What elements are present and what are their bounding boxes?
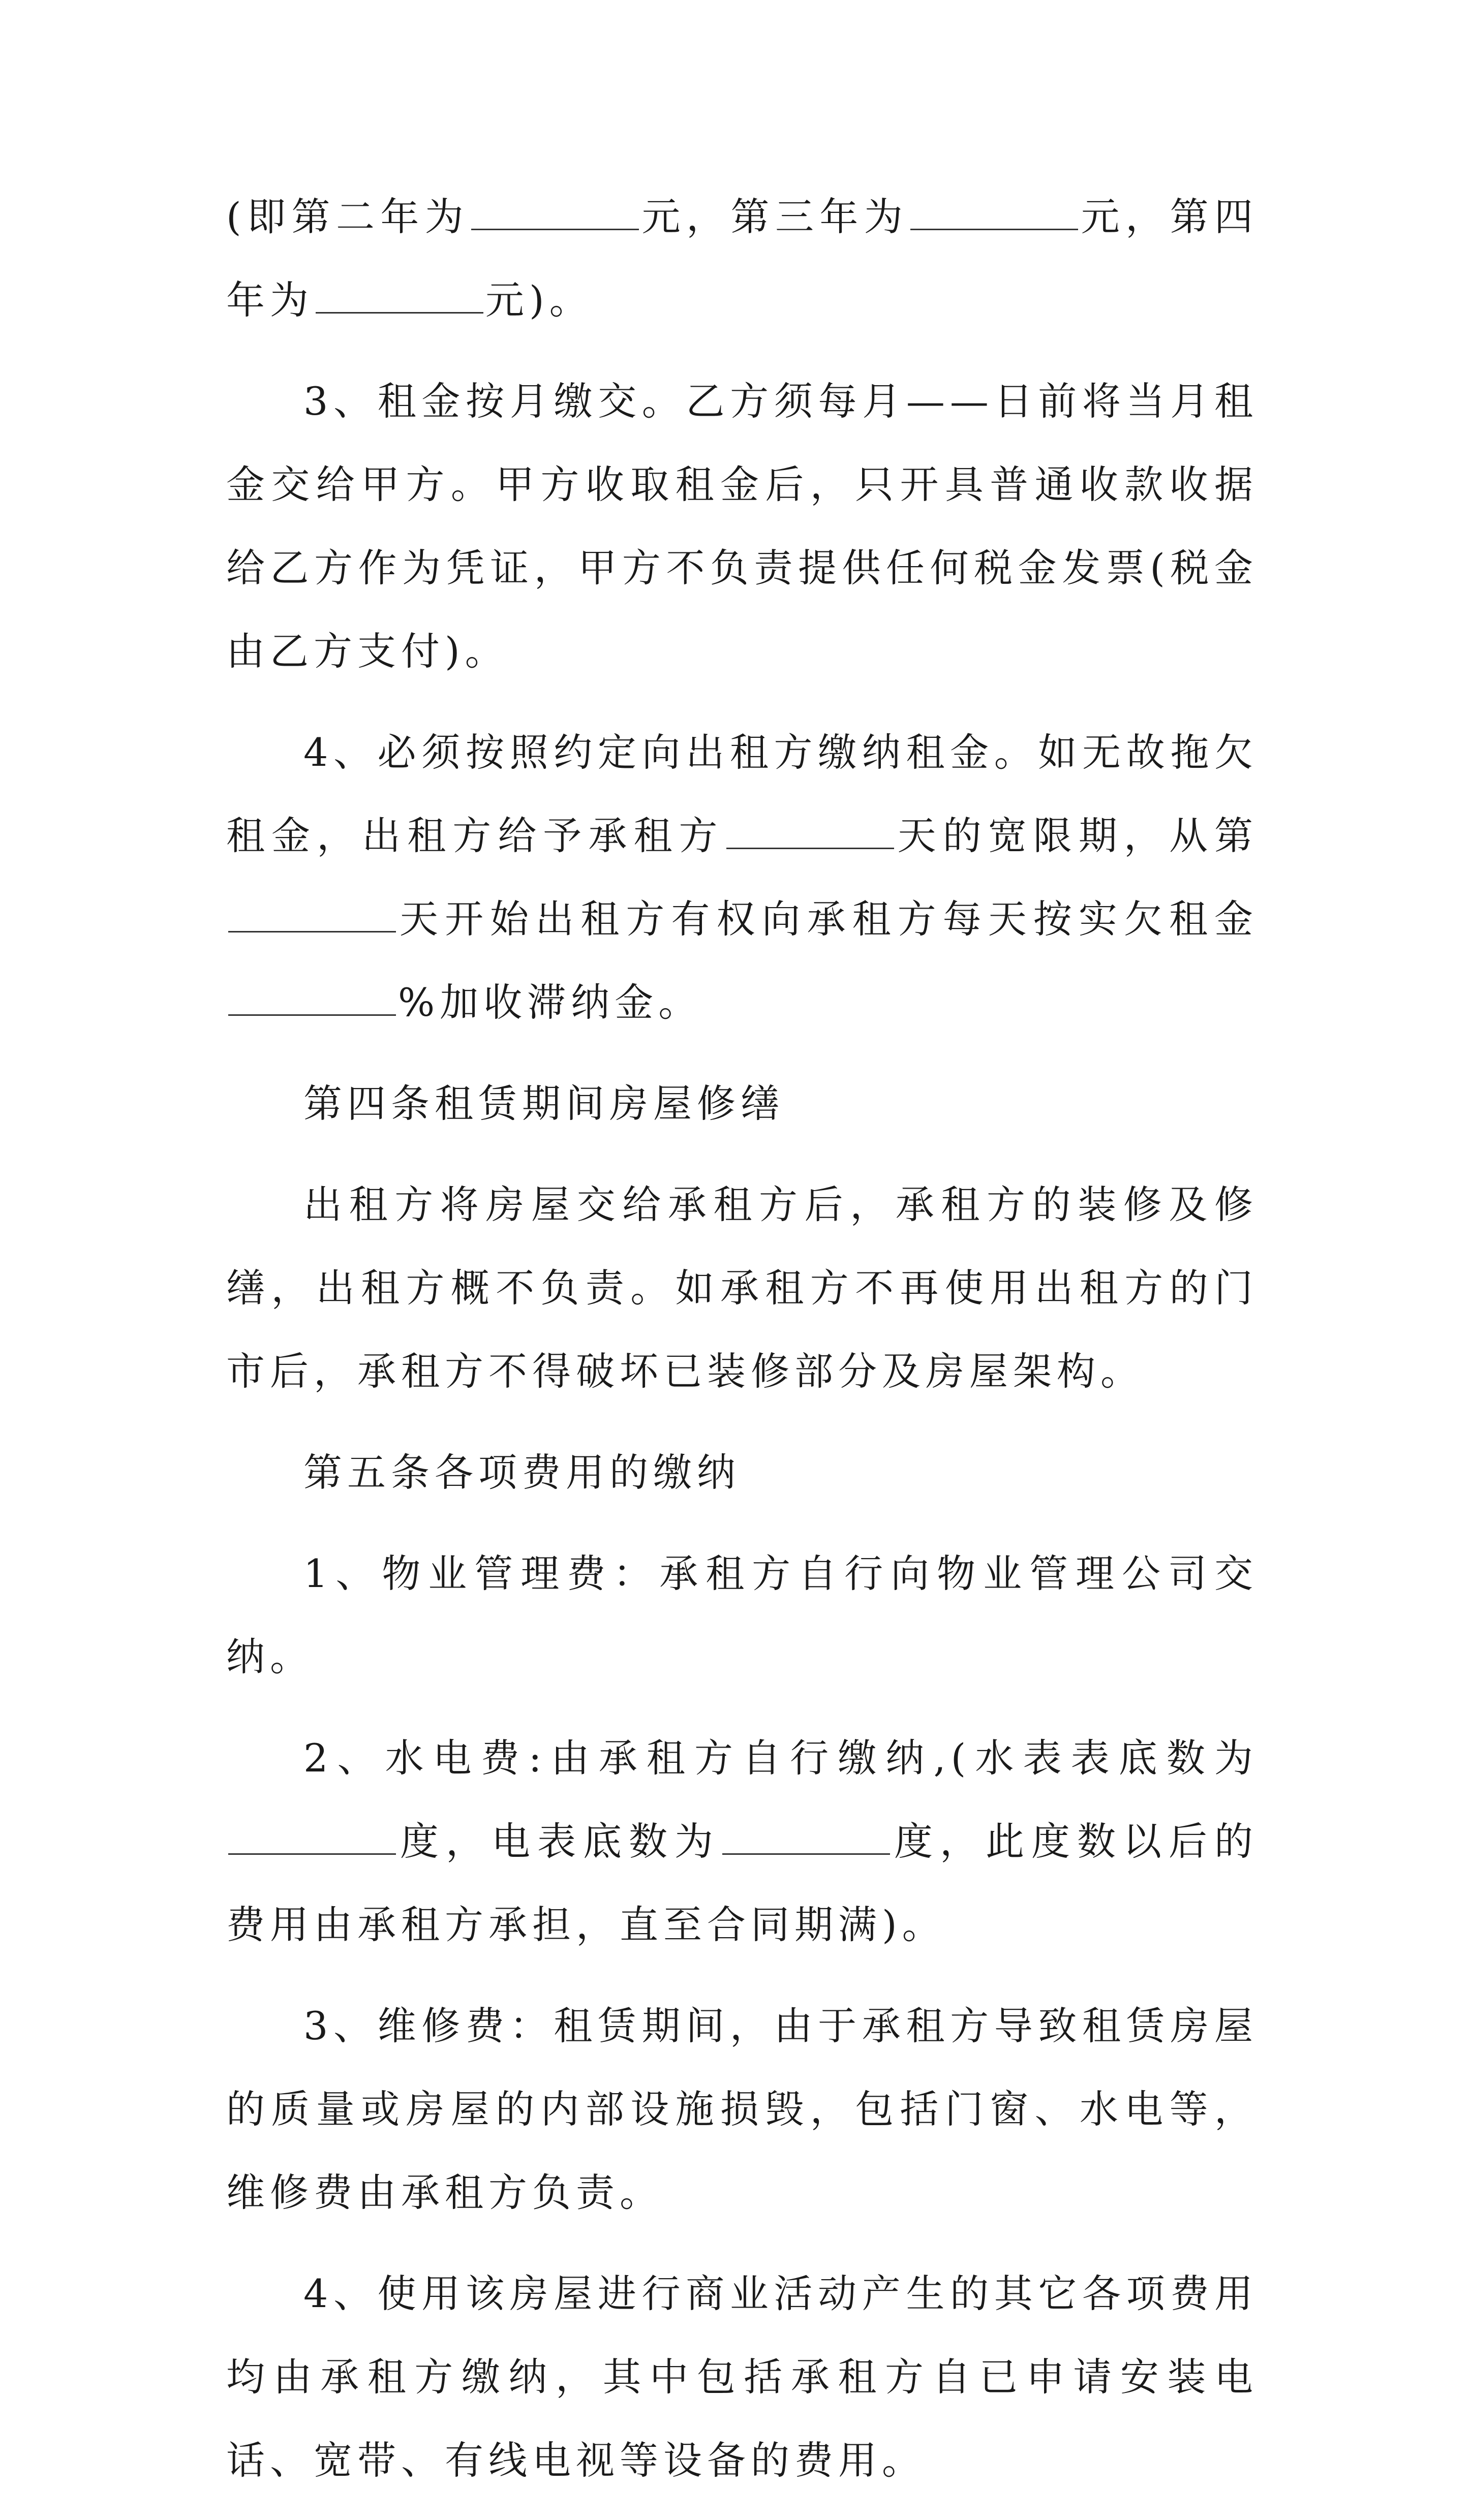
maintenance-fee-paragraph: 3、维修费：租赁期间，由于承租方导致租赁房屋的质量或房屋的内部设施损毁，包括门窗、水电等，维修费由承租方负责。 [226,2003,1258,2215]
property-fee-paragraph: 1、物业管理费：承租方自行向物业管理公司交纳。 [226,1551,1258,1679]
blank-field [228,900,396,932]
paragraph-text: %加收滞纳金。 [398,980,702,1025]
blank-field [471,198,639,230]
repair-paragraph: 出租方将房屋交给承租方后，承租方的装修及修缮，出租方概不负责。如承租方不再使用出租方的门市后，承租方不得破坏已装修部分及房屋架构。 [226,1182,1258,1394]
blank-field [726,817,894,849]
section-heading-article-4: 第四条租赁期间房屋修缮 [303,1081,784,1126]
blank-field [722,1823,890,1855]
paragraph-text: 4、必须按照约定向出租方缴纳租金。如无故拖欠租金，出租方给予承租方 [226,730,1258,858]
paragraph-text: 元)。 [485,277,593,323]
blank-field [316,282,483,314]
document-body [226,175,1258,2520]
paragraph-text: 元，第四年为 [226,194,1259,323]
paragraph-text: 度，此度数以后的费用由承租方承担，直至合同期满)。 [226,1819,1258,1947]
paragraph-text: 2、水电费:由承租方自行缴纳,(水表表底数为 [303,1735,1258,1781]
paragraph-text: 天开始出租方有权向承租方每天按实欠租金 [398,896,1258,942]
rent-increase-paragraph [226,175,1258,342]
late-payment-paragraph [226,711,1258,1044]
section-heading-article-5: 第五条各项费用的缴纳 [303,1450,741,1495]
blank-field [228,1823,396,1855]
rent-payment-paragraph: 3、租金按月缴交。乙方须每月——日前将当月租金交给甲方。甲方收取租金后，只开具普通收款收据给乙方作为凭证，甲方不负责提供任何税金发票(税金由乙方支付)。 [226,379,1258,674]
blank-field [228,984,396,1016]
paragraph-text: 度，电表底数为 [398,1819,720,1864]
other-fees-paragraph: 4、使用该房屋进行商业活动产生的其它各项费用均由承租方缴纳，其中包括承租方自已申请安装电话、宽带、有线电视等设备的费用。 [226,2271,1258,2483]
blank-field [910,198,1078,230]
utility-fee-paragraph [226,1717,1258,1967]
paragraph-text: (即第二年为 [226,194,470,239]
paragraph-text: 天的宽限期，从第 [896,813,1259,858]
paragraph-text: 元，第三年为 [641,194,909,239]
